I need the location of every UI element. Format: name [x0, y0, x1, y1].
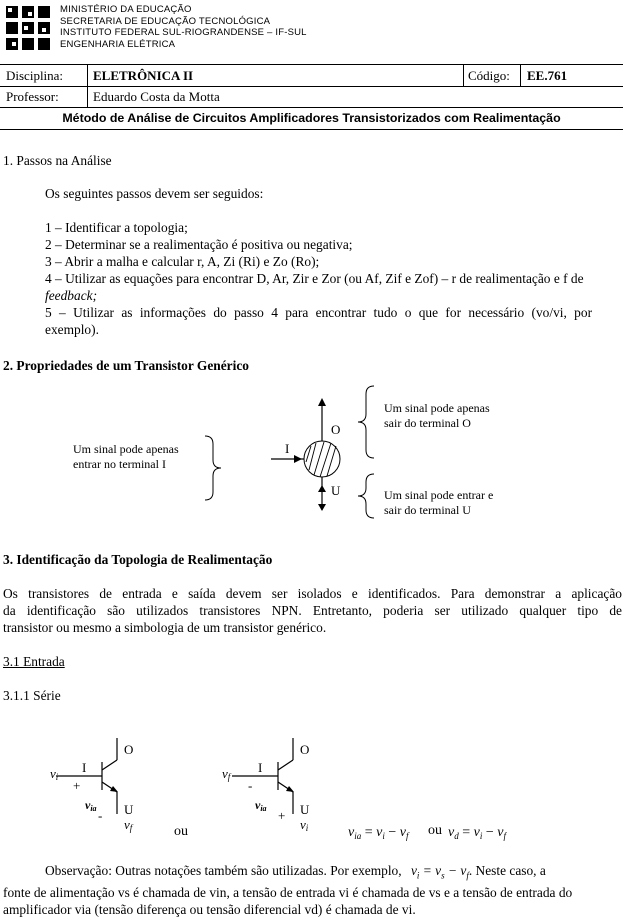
svg-text:via: via	[255, 798, 267, 813]
bottom-note-line-2: sair do terminal U	[384, 503, 471, 517]
divider	[520, 65, 521, 86]
step-4-line-1: 4 – Utilizar as equações para encontrar D, Ar, Zir e Zor (ou Af, Zif e Zof) – r de realimentação e f de	[45, 271, 584, 286]
codigo-label: Código:	[468, 68, 510, 83]
svg-text:vf: vf	[124, 817, 133, 833]
document-title: Método de Análise de Circuitos Amplificadores Transistorizados com Realimentação	[62, 111, 561, 125]
left-note-line-1: Um sinal pode apenas	[73, 442, 179, 456]
terminal-o-label: O	[331, 422, 341, 437]
series-equations-alt: $v_d = v_i - v_f$	[448, 825, 506, 841]
svg-text:I: I	[82, 760, 87, 775]
svg-text:-: -	[98, 808, 103, 823]
inline-equation: $v_i = v_s - v_f$	[410, 863, 469, 881]
svg-text:vf: vf	[222, 766, 231, 782]
divider	[0, 86, 623, 87]
section-3-para-line-1: Os transistores de entrada e saída devem ser isolados e identificados. Para demonstrar a aplicação	[3, 586, 622, 601]
course-line: ENGENHARIA ELÉTRICA	[60, 38, 176, 50]
divider	[0, 107, 623, 108]
arrow-up-icon	[318, 485, 326, 492]
divider	[463, 65, 464, 86]
section-1-heading: 1. Passos na Análise	[3, 153, 112, 168]
step-4-line-2: feedback;	[45, 288, 98, 303]
top-note-line-1: Um sinal pode apenas	[384, 401, 490, 415]
divider	[87, 65, 88, 107]
left-note-line-2: entrar no terminal I	[73, 457, 166, 471]
svg-text:vi: vi	[50, 766, 59, 782]
observation-line-2: fonte de alimentação vs é chamada de vin, a tensão de entrada vi é chamada de vs e a tensão de entrada do	[3, 885, 573, 900]
svg-text:U: U	[300, 802, 310, 817]
disciplina-value: ELETRÔNICA II	[93, 68, 194, 83]
emitter-arrow-icon	[110, 786, 118, 792]
step-3: 3 – Abrir a malha e calcular r, A, Zi (Ri) e Zo (Ro);	[45, 254, 320, 269]
disciplina-label: Disciplina:	[6, 68, 64, 83]
svg-text:+: +	[73, 778, 81, 793]
subsection-3-1-1: 3.1.1 Série	[3, 688, 61, 703]
svg-text:U: U	[124, 802, 134, 817]
svg-text:-: -	[248, 778, 253, 793]
step-1: 1 – Identificar a topologia;	[45, 220, 188, 235]
step-5-line-1: 5 – Utilizar as informações do passo 4 para encontrar tudo o que for necessário (vo/vi, por	[45, 305, 593, 320]
arrow-up-icon	[318, 398, 326, 406]
svg-text:via: via	[85, 798, 97, 813]
bottom-brace	[358, 474, 374, 518]
professor-label: Professor:	[6, 89, 59, 104]
observation-line-1	[45, 862, 546, 885]
observation-text: Observação: Outras notações também são utilizadas. Por exemplo,	[45, 863, 402, 878]
transistor-2	[232, 738, 293, 814]
or-text: ou	[174, 824, 188, 839]
series-equations: $v_{ia} = v_i - v_f$	[348, 825, 409, 841]
equation-or-text: ou	[428, 823, 442, 838]
professor-value: Eduardo Costa da Motta	[93, 89, 220, 104]
step-2: 2 – Determinar se a realimentação é positiva ou negativa;	[45, 237, 353, 252]
institute-line: INSTITUTO FEDERAL SUL-RIOGRANDENSE – IF-SUL	[60, 27, 307, 38]
section-3-heading: 3. Identificação da Topologia de Realimentação	[3, 552, 273, 567]
ministry-line: MINISTÉRIO DA EDUCAÇÃO	[60, 4, 192, 15]
institution-lines	[60, 4, 307, 50]
svg-text:+: +	[278, 808, 286, 823]
arrow-right-icon	[294, 455, 302, 463]
svg-text:I: I	[258, 760, 263, 775]
subsection-3-1: 3.1 Entrada	[3, 654, 65, 669]
top-brace	[358, 386, 374, 458]
section-1-intro: Os seguintes passos devem ser seguidos:	[45, 186, 264, 201]
secretariat-line: SECRETARIA DE EDUCAÇÃO TECNOLÓGICA	[60, 15, 271, 27]
observation-text-end: . Neste caso, a	[468, 863, 546, 878]
section-3-para-line-3: transistor ou mesmo a simbologia de um transistor genérico.	[3, 620, 327, 635]
section-2-heading: 2. Propriedades de um Transistor Genérico	[3, 358, 249, 373]
svg-text:vi: vi	[300, 817, 309, 833]
terminal-u-label: U	[331, 483, 341, 498]
svg-text:O: O	[124, 742, 134, 757]
emitter-arrow-icon	[286, 786, 294, 792]
observation-line-3: amplificador via (tensão diferença ou tensão diferencial vd) é chamada de vi.	[3, 902, 416, 917]
terminal-i-label: I	[285, 441, 290, 456]
top-note-line-2: sair do terminal O	[384, 416, 471, 430]
step-5-line-2: exemplo).	[45, 322, 99, 337]
generic-transistor-diagram	[0, 380, 623, 530]
institution-logo	[4, 4, 52, 52]
bottom-note-line-1: Um sinal pode entrar e	[384, 488, 494, 502]
arrow-down-icon	[318, 504, 326, 511]
series-input-circuits	[0, 728, 623, 848]
codigo-value: EE.761	[527, 68, 568, 83]
svg-text:O: O	[300, 742, 310, 757]
left-brace	[205, 436, 221, 500]
section-3-para-line-2: da identificação são utilizados transistores NPN. Entretanto, poderia ser utilizado qualquer tipo de	[3, 603, 622, 618]
course-header-table	[0, 64, 623, 130]
